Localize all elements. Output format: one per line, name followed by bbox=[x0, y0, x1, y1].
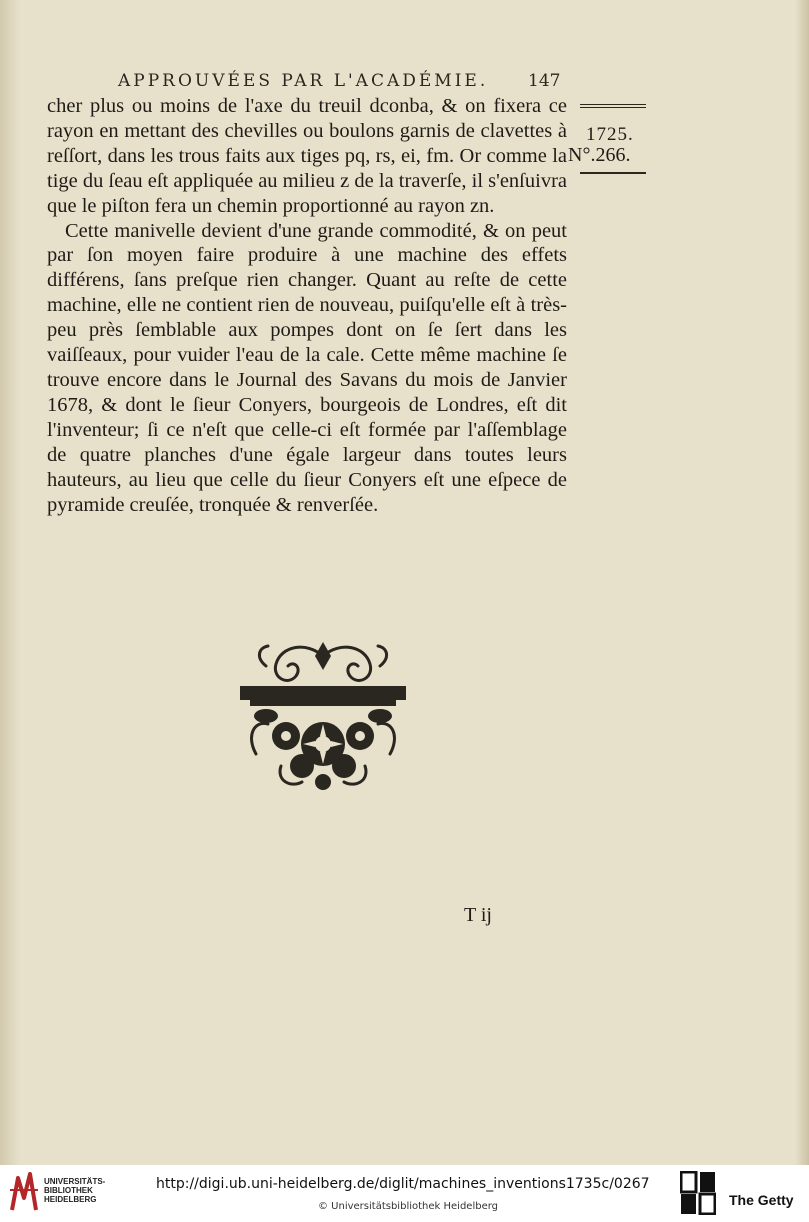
running-head: APPROUVÉES PAR L'ACADÉMIE. bbox=[118, 71, 489, 91]
body-text bbox=[47, 94, 567, 517]
permalink-url[interactable]: http://digi.ub.uni-heidelberg.de/diglit/machines_inventions1735c/0267 bbox=[156, 1176, 650, 1192]
paragraph-1: cher plus ou moins de l'axe du treuil dconba, & on fixera ce rayon en mettant des chevilles ou boulons garnis de clavettes à reſſort, dans les trous faits aux tiges pq, rs, ei, fm. Or comme la tige du ſeau eſt appliquée au milieu z de la traverſe, il s'enſuivra que le piſton fera un chemin proportionné au rayon zn. bbox=[47, 95, 567, 217]
paragraph-2: Cette manivelle devient d'une grande commodité, & on peut par ſon moyen faire produire à une machine des effets différens, ſans preſque rien changer. Quant au reſte de cette machine, elle ne contient rien de nouveau, puiſqu'elle eſt à très-peu près ſemblable aux pompes dont on ſe ſert dans les vaiſſeaux, pour vuider l'eau de la cale. Cette même machine ſe trouve encore dans le Journal des Savans du mois de Janvier 1678, & dont le ſieur Conyers, bourgeois de Londres, eſt dit l'inventeur; ſi ce n'eſt que celle-ci eſt formée par l'aſſemblage de quatre planches d'une égale largeur dans toutes leurs hauteurs, au lieu que celle du ſieur Conyers eſt une eſpece de pyramide creuſée, tronquée & renverſée. bbox=[47, 219, 567, 516]
margin-rule-top bbox=[580, 104, 646, 108]
floral-tailpiece-ornament bbox=[236, 636, 410, 794]
signature-mark: T ij bbox=[464, 904, 492, 926]
margin-rule-bottom bbox=[580, 172, 646, 174]
page-edge-shadow-right bbox=[795, 0, 809, 1165]
heidelberg-library-logo-icon bbox=[8, 1170, 40, 1214]
copyright-notice: © Universitätsbibliothek Heidelberg bbox=[318, 1201, 499, 1212]
getty-logo-icon bbox=[680, 1171, 716, 1215]
getty-partner-name: The Getty bbox=[729, 1192, 794, 1208]
page-edge-shadow-left bbox=[0, 0, 20, 1165]
margin-year: 1725. bbox=[586, 124, 634, 145]
page-number: 147 bbox=[528, 71, 561, 91]
library-name: UNIVERSITÄTS- BIBLIOTHEK HEIDELBERG bbox=[44, 1177, 106, 1204]
margin-entry-number: N°.266. bbox=[568, 144, 631, 166]
